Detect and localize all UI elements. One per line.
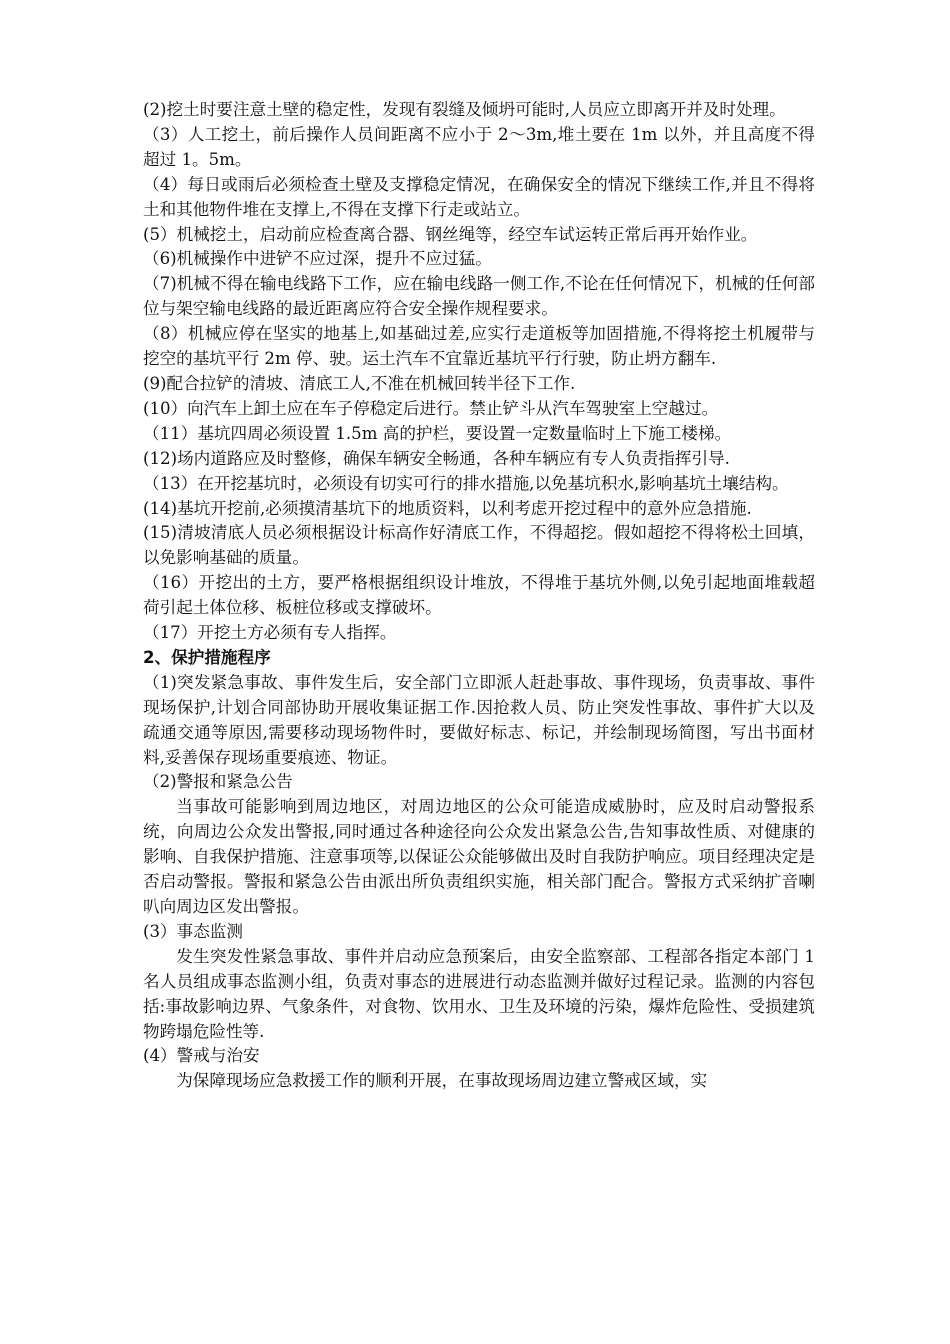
paragraph-item-7: （7)机械不得在输电线路下工作，应在输电线路一侧工作,不论在任何情况下，机械的任何部位与架空输电线路的最近距离应符合安全操作规程要求。 xyxy=(143,274,815,319)
security-body: 为保障现场应急救援工作的顺利开展，在事故现场周边建立警戒区域，实 xyxy=(176,1071,708,1091)
alarm-body: 当事故可能影响到周边地区，对周边地区的公众可能造成威胁时，应及时启动警报系统，向周边公众发出警报,同时通过各种途径向公众发出紧急公告,告知事故性质、对健康的影响、自我保护措施、注意事项等,以保证公众能够做出及时自我防护响应。项目经理决定是否启动警报。警报和紧急公告由派出所负责组织实施，相关部门配合。警报方式采纳扩音喇叭向周边区发出警报。 xyxy=(143,797,815,916)
monitoring-body: 发生突发性紧急事故、事件并启动应急预案后，由安全监察部、工程部各指定本部门 1 名人员组成事态监测小组，负责对事态的进展进行动态监测并做好过程记录。监测的内容包括:事故影响边界、气象条件，对食物、饮用水、卫生及环境的污染，爆炸危险性、受损建筑物跨塌危险性等. xyxy=(143,946,815,1041)
paragraph-item-11: （11）基坑四周必须设置 1.5m 高的护栏，要设置一定数量临时上下施工楼梯。 xyxy=(143,423,732,443)
paragraph-item-5: (5）机械挖土，启动前应检查离合器、钢丝绳等，经空车试运转正常后再开始作业。 xyxy=(143,224,758,244)
paragraph-item-4: （4）每日或雨后必须检查土壁及支撑稳定情况，在确保安全的情况下继续工作,并且不得将土和其他物件堆在支撑上,不得在支撑下行走或站立。 xyxy=(143,174,815,219)
subheading-security: (4）警戒与治安 xyxy=(143,1046,260,1066)
paragraph-item-3: （3）人工挖土，前后操作人员间距离不应小于 2～3m,堆土要在 1m 以外，并且高度不得超过 1。5m。 xyxy=(143,124,815,169)
paragraph-item-9: (9)配合拉铲的清坡、清底工人,不准在机械回转半径下工作. xyxy=(143,373,576,393)
paragraph-item-8: （8）机械应停在坚实的地基上,如基础过差,应实行走道板等加固措施,不得将挖土机履带与挖空的基坑平行 2m 停、驶。运土汽车不宜靠近基坑平行行驶，防止坍方翻车. xyxy=(143,324,815,369)
section-item-1: （1)突发紧急事故、事件发生后，安全部门立即派人赶赴事故、事件现场，负责事故、事件现场保护,计划合同部协助开展收集证据工作.因抢救人员、防止突发性事故、事件扩大以及疏通交通等原因,需要移动现场物件时，要做好标志、标记，并绘制现场简图，写出书面材料,妥善保存现场重要痕迹、物证。 xyxy=(143,672,815,767)
paragraph-item-6: （6)机械操作中进铲不应过深，提升不应过猛。 xyxy=(143,249,492,269)
paragraph-item-15: (15)清坡清底人员必须根据设计标高作好清底工作，不得超挖。假如超挖不得将松土回填，以免影响基础的质量。 xyxy=(143,523,815,568)
document-page xyxy=(143,98,815,1094)
paragraph-item-17: （17）开挖土方必须有专人指挥。 xyxy=(143,623,397,643)
paragraph-item-12: (12)场内道路应及时整修，确保车辆安全畅通，各种车辆应有专人负责指挥引导. xyxy=(143,448,730,468)
paragraph-item-10: (10）向汽车上卸土应在车子停稳定后进行。禁止铲斗从汽车驾驶室上空越过。 xyxy=(143,398,719,418)
section-heading: 2、保护措施程序 xyxy=(143,647,271,667)
paragraph-item-13: （13）在开挖基坑时，必须设有切实可行的排水措施,以免基坑积水,影响基坑土壤结构。 xyxy=(143,473,789,493)
paragraph-item-16: （16）开挖出的土方，要严格根据组织设计堆放，不得堆于基坑外侧,以免引起地面堆载超荷引起土体位移、板桩位移或支撑破坏。 xyxy=(143,573,815,618)
paragraph-item-14: (14)基坑开挖前,必须摸清基坑下的地质资料，以利考虑开挖过程中的意外应急措施. xyxy=(143,498,752,518)
subheading-alarm: （2)警报和紧急公告 xyxy=(143,772,293,792)
paragraph-item-2: (2)挖土时要注意土壁的稳定性，发现有裂缝及倾坍可能时,人员应立即离开并及时处理。 xyxy=(143,100,786,119)
subheading-monitoring: (3）事态监测 xyxy=(143,921,243,941)
